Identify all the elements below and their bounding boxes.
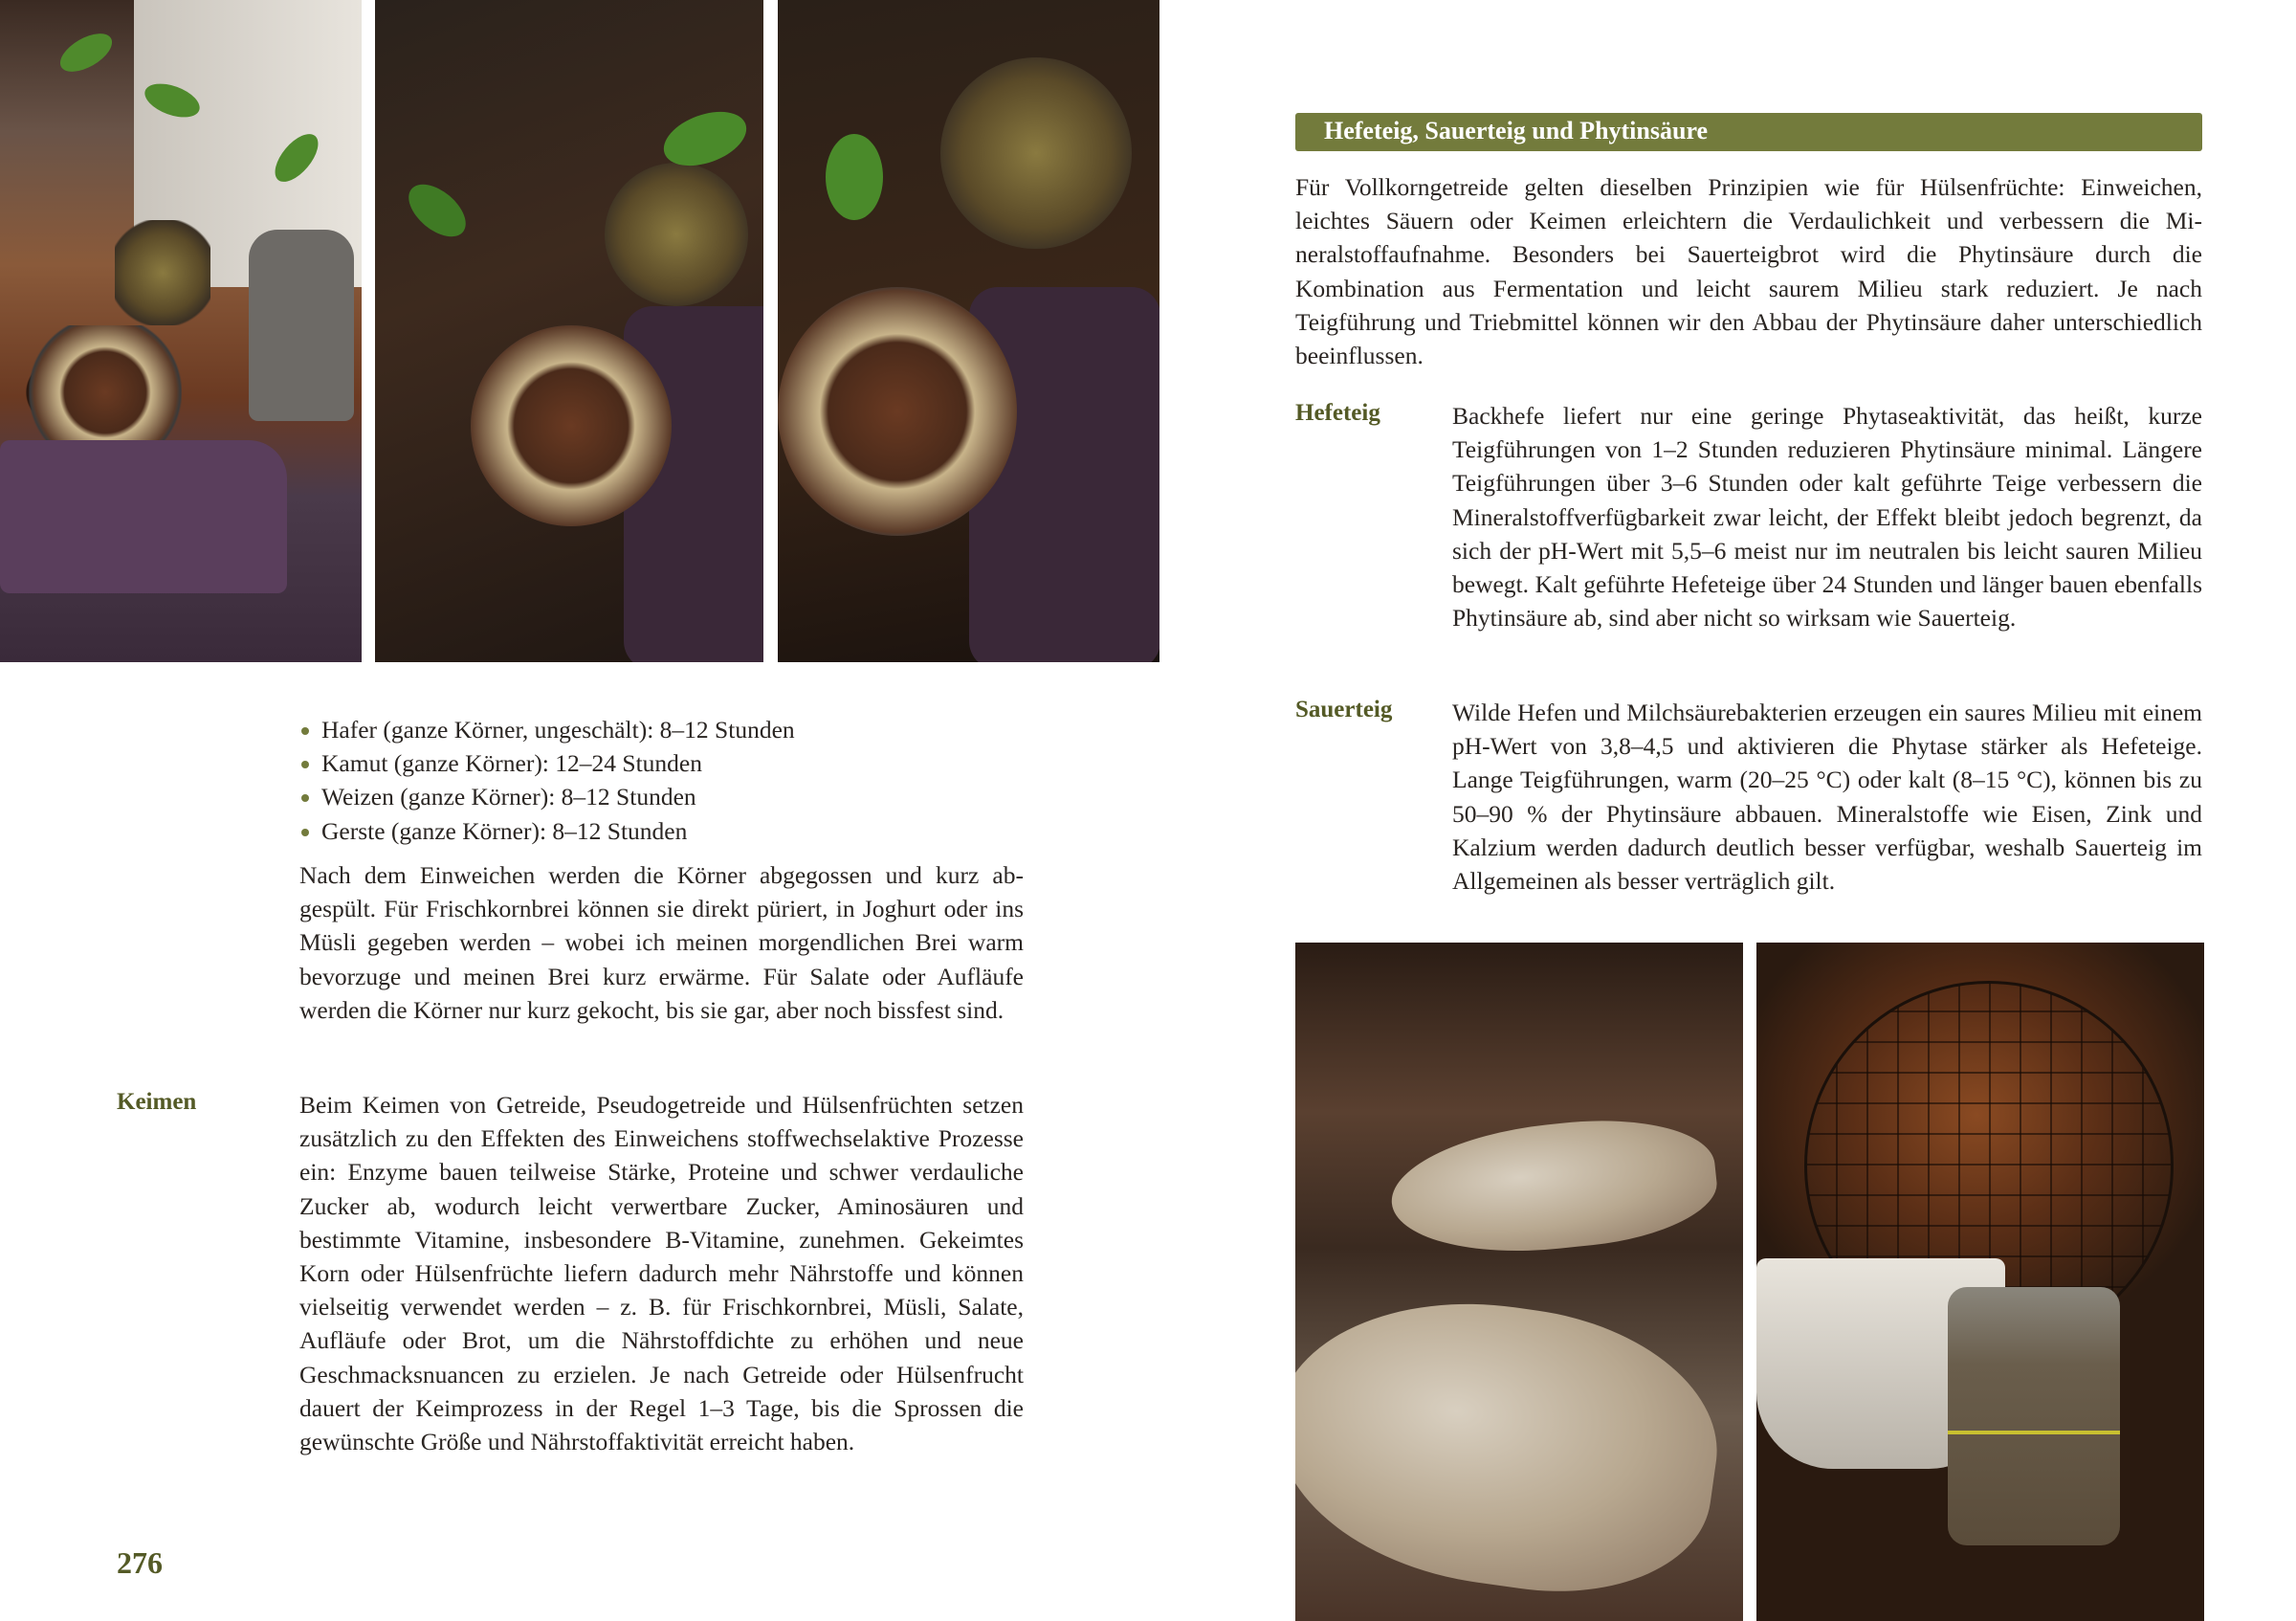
- photo-bread-loaves: [1295, 943, 1743, 1621]
- photo-bowl-topdown-2: [778, 0, 1159, 662]
- page-number: 276: [117, 1545, 163, 1580]
- list-item: Weizen (ganze Körner): 8–12 Stunden: [299, 780, 1027, 813]
- soak-times-list: [299, 713, 1027, 848]
- sauerteig-paragraph: Wilde Hefen und Milchsäurebakterien erzeugen ein saures Milieu mit einem pH-Wert von 3,8–4,5 und aktivieren die Phytase stärker als Hefeteige. Lange Teigführungen, warm (20–25 °C) oder kalt (8–15 °C), können bis zu 50–90 % der Phytinsäure abbauen. Mineralstoffe wie Eisen, Zink und Kalzium werden dadurch deutlich besser verfügbar, weshalb Sauerteig im Allgemeinen als besser verträglich gilt.: [1452, 699, 2202, 896]
- after-soak-paragraph: Nach dem Einweichen werden die Körner abgegossen und kurz abgespült. Für Frischkornbrei können sie direkt püriert, in Joghurt oder ins Müsli gegeben werden – wobei ich meinen morgendlichen Brei warm bevorzuge und meinen Brei kurz erwärme. Für Salate oder Aufläufe werden die Körner nur kurz gekocht, bis sie gar, aber noch bissfest sind.: [299, 861, 1024, 1024]
- list-item: Gerste (ganze Körner): 8–12 Stunden: [299, 814, 1027, 848]
- photo-sourdough-jar: [1756, 943, 2204, 1621]
- keimen-paragraph: Beim Keimen von Getreide, Pseudogetreide und Hülsenfrüchten setzen zusätzlich zu den Effekten des Einweichens stoffwechselaktive Prozesse ein: Enzyme bauen teilweise Stärke, Proteine und schwer verdauliche Zucker ab, wodurch leicht verwertbare Zucker, Aminosäuren und bestimmte Vitamine, insbesondere B-Vitamine, zunehmen. Gekeimtes Korn oder Hülsenfrüchte liefern dadurch mehr Nährstoffe und können vielseitig verwendet werden – z. B. für Frischkornbrei, Müsli, Salate, Aufläufe oder Brot, um die Nährstoffdichte zu erhöhen und neue Geschmacksnuancen zu erzielen. Je nach Getreide oder Hülsenfrucht dauert der Keimprozess in der Regel 1–3 Tage, bis die Sprossen die gewünschte Größe und Nährstoffaktivität erreicht haben.: [299, 1091, 1024, 1456]
- photo-breakfast-table: [0, 0, 362, 662]
- sauerteig-label: Sauerteig: [1295, 697, 1393, 722]
- section-title: Hefeteig, Sauerteig und Phytinsäure: [1324, 117, 1709, 144]
- section-header: [1295, 113, 2202, 151]
- hefeteig-paragraph: Backhefe liefert nur eine geringe Phytaseaktivität, das heißt, kurze Teigführungen von 1–2 Stunden reduzieren Phytinsäure minimal. Längere Teigführungen über 3–6 Stunden oder kalt geführte Teige verbessern die Mineralstoffverfügbarkeit zwar leicht, der Effekt bleibt jedoch begrenzt, da sich der pH-Wert mit 5,5–6 meist nur im neutralen bis leicht sauren Milieu bewegt. Kalt geführte Hefeteige über 24 Stunden und länger bauen ebenfalls Phytinsäure ab, sind aber nicht so wirksam wie Sauerteig.: [1452, 402, 2202, 633]
- intro-paragraph: Für Vollkorngetreide gelten dieselben Prinzipien wie für Hülsenfrüchte: Einweichen, leichtes Säuern oder Keimen erleichtern die Verdaulichkeit und verbessern die Mineralstoffaufnahme. Besonders bei Sauerteigbrot wird die Phytinsäure durch die Kombination aus Fermentation und leicht saurem Milieu stark reduziert. Je nach Teigführung und Triebmittel können wir den Abbau der Phytinsäure daher unterschiedlich beeinflussen.: [1295, 173, 2202, 370]
- keimen-label: Keimen: [117, 1089, 197, 1115]
- photo-bowl-topdown-1: [375, 0, 763, 662]
- list-item: Hafer (ganze Körner, ungeschält): 8–12 Stunden: [299, 713, 1027, 746]
- hefeteig-label: Hefeteig: [1295, 400, 1380, 426]
- list-item: Kamut (ganze Körner): 12–24 Stunden: [299, 746, 1027, 780]
